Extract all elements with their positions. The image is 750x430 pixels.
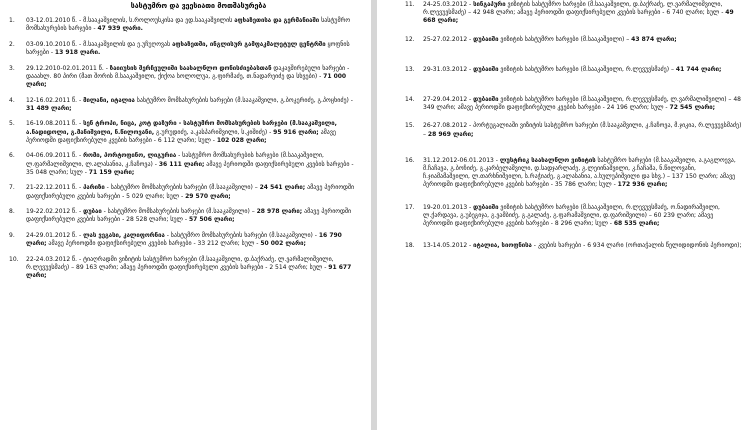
item-number: 17. (405, 203, 415, 211)
item-date: 27-29.04.2012 - (423, 96, 474, 104)
item-text: - სასტუმრო მომსახურების ხარჯები (მ.სააკაშვილი) - (164, 231, 319, 239)
item-number: 9. (9, 231, 15, 239)
item-date: 03-09.10.2010 წ. - (26, 40, 84, 48)
list-item (4, 97, 363, 113)
list-item (385, 36, 744, 44)
item-text: გ.ურუდიძე, ა.კასპარიშვილი, ს.კიშიძე) - (154, 128, 274, 136)
item-subtotal: 36 111 ლარი; (158, 160, 205, 168)
item-number: 4. (9, 96, 15, 104)
item-text: - სასტუმრო მომსახურების ხარჯები (მ.სააკაშვილი) – (101, 208, 257, 216)
item-text: ვიზიტის სასტუმრო ხარჯები (მ.სააკაშვილი, რ.ლევუვსმაძე, ო.ნადირაშვილი, ლ.ქარდავა, გ.უბეგიჯა, გ.ვამბიძე, გ.გალაძე, გ.ფარამაშვილი, დ.ფარიშვილი) – 60 239 ლარი; ამავე პერიოდში დაფიქსირებული კვების ხარჯები - 8 296 ლარი; სულ - (423, 203, 720, 228)
item-number: 18. (405, 242, 415, 250)
item-text-tail: ამავე პერიოდში დაფიქსირებული კვების ხარჯები - 5 029 ლარი; სულ - (26, 184, 355, 200)
item-text: - სასტუმრო მომსახურების ხარჯები (მ.სააკაშვილი) – (104, 184, 260, 192)
item-heading: დუბაი (83, 208, 102, 216)
item-date: 21-22.12.2011 წ. - (26, 184, 84, 192)
item-number: 13. (405, 65, 415, 73)
item-subtotal: აფხაზეთში, ინგლისურ გამფაკმალეტულ ცენტრში (172, 40, 326, 48)
document-page-left (0, 0, 371, 430)
item-text: ვიზიტის სასტუმრო ხარჯები (მ.სააკაშვილი, დ.ბაქრაძე, ლ.ვარმალიშვილი, რ.ლევუვსმაძე) – 42 948 ლარი; ამავე პერიოდში დაფიქსირებული კვების ხარჯები - 6 740 ლარი; სულ - (423, 1, 726, 17)
item-heading: სინგაპური (473, 1, 506, 8)
item-number: 10. (9, 255, 19, 263)
item-heading: მილანი, იტალია (83, 96, 135, 104)
item-text: სასტუმრო ხარჯები (მ.სააკაშვილი, ა.გაგლოევა, მ.ჩაჩავა, გ.ბოჩიძე, გ.კარბელაშვილი, დ.სადჯარლაძე, გ.ლეიინაშვილი, კ.ჩაჩაშა, ნ.წილოვანი, ჩ.ჯიამამაშვილი, ლ.თარხნიშვილი, ს.რაჭიაძე, გ.ალასანია, ა.ხულუპიშვილი და სხვ.) – 137 150 ლარი; ამავე პერიოდში დაფიქსირებული კვების ხარჯები - 35 786 ლარი; სულ - (423, 156, 736, 189)
item-amount: 47 939 ლარი. (97, 25, 143, 33)
item-number: 2. (9, 40, 15, 48)
item-text: მ.სააკაშვილის და ე.უჩუღოვას (83, 40, 173, 48)
item-date: 24-29.01.2012 წ. - (26, 231, 84, 239)
list-item (4, 17, 363, 33)
item-text-tail: ამავე პერიოდში დაფიქსირებული კვების ხარჯები - 6 112 ლარი; სულ - (26, 128, 336, 144)
list-item (4, 232, 363, 248)
document-page-right (377, 0, 750, 430)
item-amount: 68 535 ლარი; (613, 220, 660, 228)
item-subtotal: 16 790 ლარი; (26, 231, 342, 248)
item-amount: 50 002 ლარი; (260, 240, 306, 248)
item-text: - სასტუმრო მომსახურების ხარჯები (მ.სააკაშვილი, ლ.ფარმალიშვილი, ლ.ალასანია, კ.ჩაჩოვა) - (26, 152, 324, 168)
item-date: 19-20.01.2013 - (423, 203, 474, 211)
item-text-tail: ამავე პერიოდში დაფიქსირებული კვების ხარჯები - 33 212 ლარი; სულ - (46, 240, 261, 248)
item-number: 15. (405, 122, 415, 130)
item-subtotal: 28 978 ლარი; (256, 208, 303, 216)
item-text-tail: სასტუმრო მომსახურების ხარჯები - (26, 17, 351, 33)
item-date: 29-31.03.2012 - (423, 65, 474, 73)
item-heading: სენ ტროპი, ნიცა, კოტ დაზური - სასტუმრო მომსახურების ხარჯები (მ.სააკაშვილი, ა.ნადიდოლი, გ.მანიშვილი, ნ.წილოვანი, (26, 120, 337, 136)
page-title: სასტუმრო და ვეესიათი მოთშასურება (130, 2, 267, 10)
item-amount: 102 028 ლარი; (216, 136, 267, 144)
item-text: ტიაღრადმი ვიზიტის სასტუმრო ხარჯები (მ.სააკაშვილი, დ.ბაქრაძე, ლ.ვარმალიშვილი, რ.ლევუვსმაძე) – 89 163 ლარი; ამავე პერიოდში დაფიქსირებული კვების ხარჯები - 2 514 ლარი; სულ - (26, 255, 334, 271)
item-date: 13-14.05.2012 - (423, 242, 474, 250)
item-amount: 49 668 ლარი; (423, 9, 734, 25)
list-item (385, 96, 744, 112)
item-number: 3. (9, 64, 15, 72)
item-amount: 71 000 ლარი; (26, 72, 347, 88)
list-item (385, 204, 744, 229)
item-number: 8. (9, 208, 15, 216)
item-amount: 31 489 ლარი; (26, 104, 72, 112)
item-date: 24-25.03.2012 - (423, 1, 474, 8)
list-item (4, 41, 363, 57)
item-date: 29.12.2010-02.01.2011 წ. - (26, 64, 110, 72)
list-item (4, 152, 363, 177)
item-text-tail: ყოფნის ხარჯები - (26, 40, 350, 56)
item-number: 1. (9, 17, 15, 24)
item-number: 7. (9, 184, 15, 192)
item-date: 26-27.08.2012 - (423, 122, 474, 130)
item-amount: 57 506 ლარი; (188, 216, 235, 224)
item-heading: რომი, პორტოფინო, ლიგურია (83, 152, 177, 160)
item-number: 5. (9, 120, 15, 128)
list-item (385, 157, 744, 190)
list-item (4, 120, 363, 145)
item-heading: დუბაიში (473, 96, 499, 104)
item-amount: 29 570 ლარი; (185, 192, 231, 200)
expense-list-right (385, 1, 744, 250)
item-amount: 28 969 ლარი; (427, 130, 474, 138)
list-item (4, 184, 363, 200)
item-text: - კვების ხარჯები - 6 934 ლარი (ორთაჭალის წელიდიდონის პერიოდი); (531, 242, 742, 250)
item-amount: 172 936 ლარი; (617, 181, 668, 189)
item-subtotal: აფხაზეთისა და გერმანიაში (234, 17, 320, 24)
item-subtotal: 95 916 ლარი; (273, 128, 319, 136)
list-item (4, 256, 363, 281)
list-item (385, 242, 744, 250)
item-text: პორტუგალიაში ვიზიტის სასტუმრო ხარჯები (მ.სააკაშვილი, კ.ჩაჩოვა, მ.ჯიკია, რ.ლევუვსმაძე) – (423, 122, 742, 138)
item-date: 03-12.01.2010 წ. - (26, 17, 84, 24)
item-date: 16-19.08.2011 წ. - (26, 120, 84, 128)
item-amount: 41 744 ლარი; (675, 65, 722, 73)
list-item (385, 1, 744, 26)
item-number: 14. (405, 96, 415, 104)
item-date: 22-24.03.2012 წ. - (26, 255, 84, 263)
item-amount: 91 677 ლარი; (26, 263, 352, 280)
item-number: 11. (405, 1, 415, 8)
list-item (385, 122, 744, 138)
item-heading: დუბაიში (473, 35, 499, 43)
item-text-tail: ამავე პერიოდში დაფიქსირებული კვების ხარჯები - 28 528 ლარი; სულ - (26, 208, 352, 224)
item-number: 12. (405, 35, 415, 43)
item-number: 16. (405, 156, 415, 164)
item-number: 6. (9, 152, 15, 160)
item-heading: ლუსტრიკ საახალწლო ვიზიტის (499, 156, 596, 164)
item-date: 12-16.02.2011 წ. - (26, 96, 84, 104)
item-heading: პარიზი (83, 184, 105, 192)
item-text: ვიზიტის სასტუმრო ხარჯები (მ.სააკაშვილი, რ.ლევუვსმაძე, ლ.ვარმალიშვილი) – 48 349 ლარი; ამავე პერიოდში დაფიქსირებული კვების ხარჯები - 24 196 ლარი; სულ - (423, 96, 741, 112)
item-date: 31.12.2012-06.01.2013 - (423, 156, 500, 164)
item-date: 19-22.02.2012 წ. - (26, 208, 84, 216)
item-amount: 72 545 ლარი; (669, 104, 716, 112)
item-heading: ლას ვეგასი, კალიფორნია (83, 231, 165, 239)
item-heading: დუბაიში (473, 203, 499, 211)
item-text-tail: ამავე პერიოდში დაფიქსირებული კვების ხარჯები - 35 048 ლარი; სულ - (26, 160, 354, 176)
item-text: დაკავშირებული ხარჯები - დააახლ. 80 პირი (მათ შორის მ.სააკაშვილი, ქიქოა სოლოლუა, გ.ფირმაძე, თ.ნადარეიძე და სხვები) - (26, 64, 350, 80)
item-heading: ზაიიუსის შერჩეულიში საახალწლო დონისძიებასთან (109, 64, 272, 72)
item-date: 04-06.09.2011 წ. - (26, 152, 84, 160)
item-date: 25-27.02.2012 - (423, 35, 474, 43)
expense-list-left (4, 17, 363, 280)
item-text: სასტუმრო მომსახურების ხარჯები (მ.სააკაშვილი, გ.ბოკერიძე, გ.პოცხიძე) - (134, 96, 353, 104)
item-heading: დუბაიში (473, 65, 499, 73)
item-amount: 13 918 ლარი. (54, 49, 101, 56)
list-item (4, 208, 363, 224)
item-subtotal: 24 541 ლარი; (259, 184, 306, 192)
item-heading: იტალია, სიოფნისა (473, 242, 532, 250)
item-amount: 71 159 ლარი; (88, 168, 135, 176)
item-amount: 43 874 ლარი; (631, 35, 677, 43)
item-text: ვიზიტის სასტუმრო ხარჯები (მ.სააკაშვილი, რ.ლევუვსმაძე) – (498, 65, 676, 73)
list-item (385, 66, 744, 74)
list-item (4, 65, 363, 90)
item-text: ვიზიტის სასტუმრო ხარჯები (მ.სააკაშვილი) – (498, 35, 632, 43)
item-text: მ.სააკაშვილის, ს.როლოუსკისა და ედ.სააკაშვილის (83, 17, 235, 24)
